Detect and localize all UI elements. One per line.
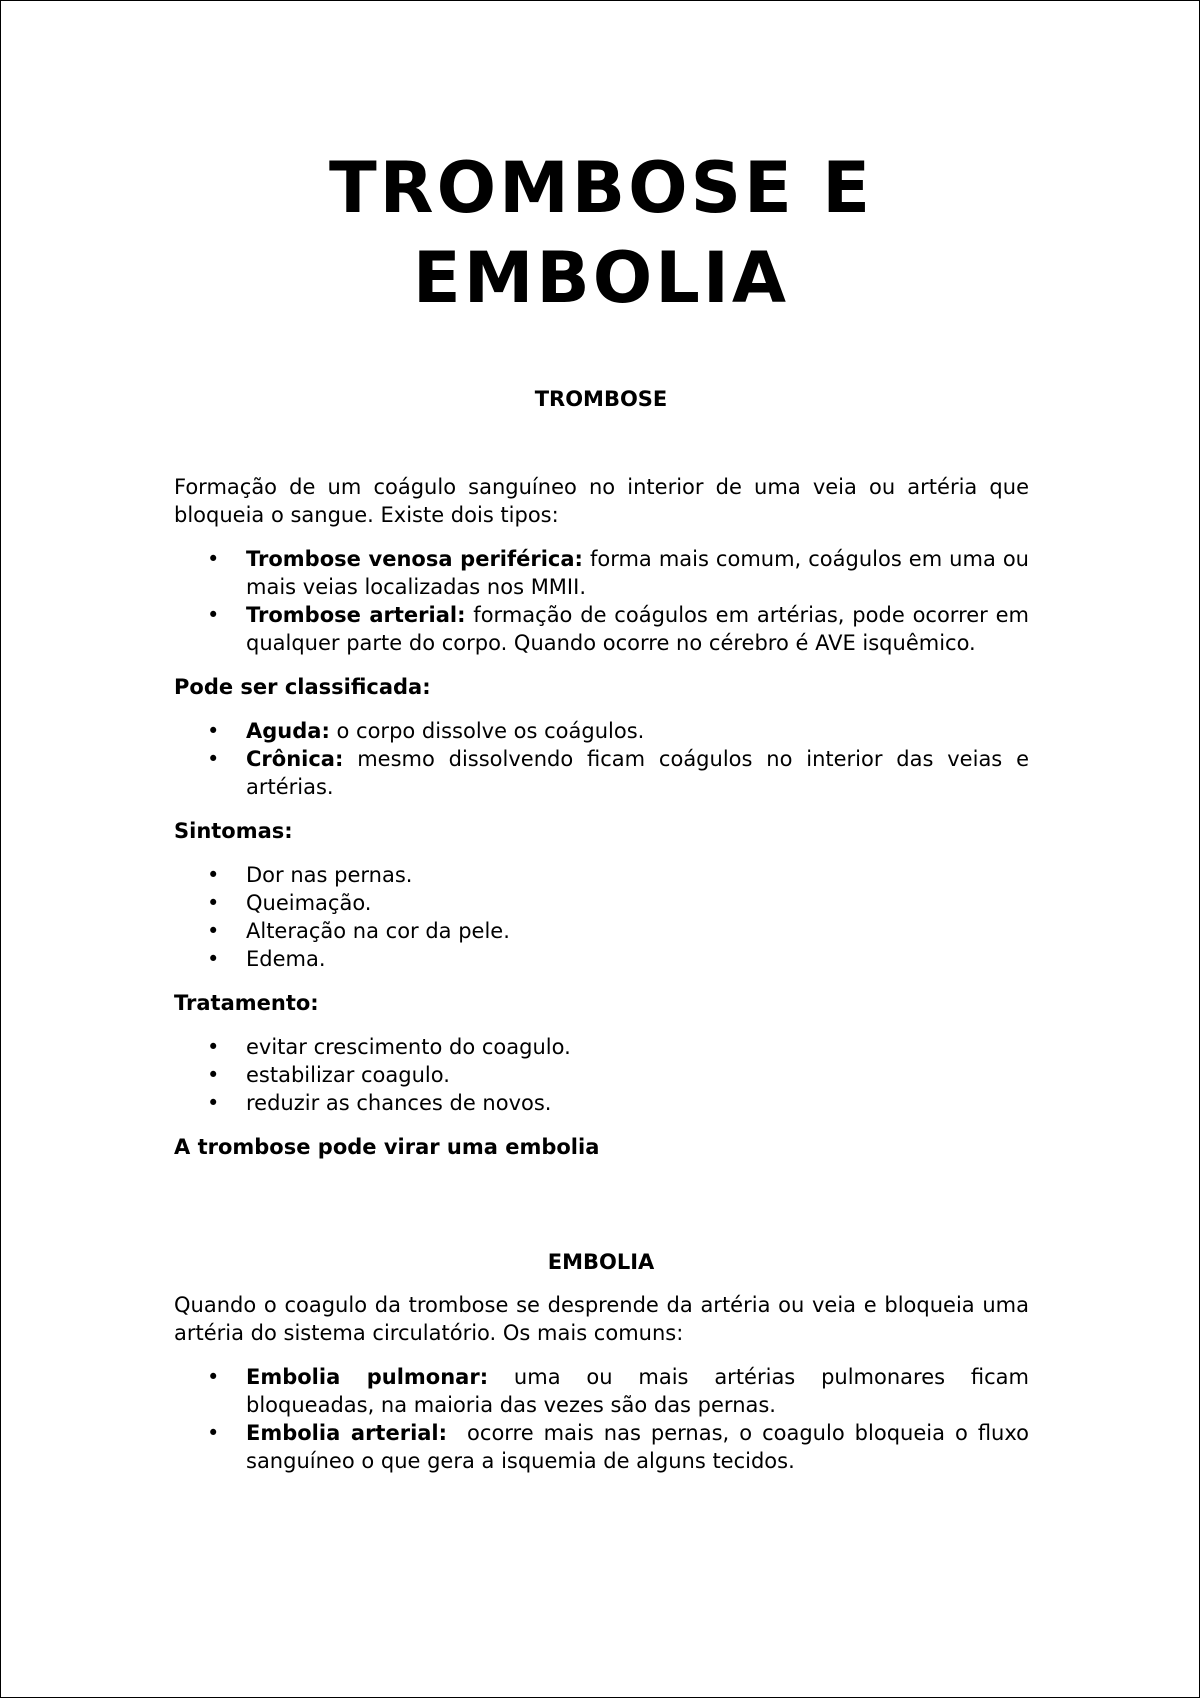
section-heading-trombose: TROMBOSE [534, 387, 668, 411]
bullet-icon: • [207, 1421, 220, 1445]
title-line-1: TROMBOSE E [328, 147, 874, 229]
definition: mesmo dissolvendo ficam coágulos no interior das veias e artérias. [246, 747, 1029, 799]
document-title [1, 143, 1200, 323]
term: Embolia pulmonar: [246, 1365, 489, 1389]
bullet-icon: • [207, 1091, 220, 1115]
treatment-heading: Tratamento: [174, 991, 319, 1015]
term: Embolia arterial: [246, 1421, 448, 1445]
symptom-text: Dor nas pernas. [246, 863, 413, 887]
trombose-section [174, 473, 1029, 1161]
classification-heading: Pode ser classificada: [174, 675, 431, 699]
list-item [174, 1089, 1029, 1117]
list-item [174, 601, 1029, 657]
symptoms-heading: Sintomas: [174, 819, 293, 843]
list-item [174, 1061, 1029, 1089]
bullet-icon: • [207, 719, 220, 743]
definition: formação de coágulos em artérias, pode ocorrer em qualquer parte do corpo. Quando ocorre no cérebro é AVE isquêmico. [246, 603, 1030, 655]
list-item [174, 1363, 1029, 1419]
embolia-intro: Quando o coagulo da trombose se desprende da artéria ou veia e bloqueia uma artéria do sistema circulatório. Os mais comuns: [174, 1293, 1029, 1345]
trombose-types-list [174, 545, 1029, 657]
definition: ocorre mais nas pernas, o coagulo bloqueia o fluxo sanguíneo o que gera a isquemia de alguns tecidos. [246, 1421, 1036, 1473]
term: Aguda: [246, 719, 330, 743]
term: Crônica: [246, 747, 344, 771]
bullet-icon: • [207, 603, 220, 627]
embolia-section [174, 1291, 1036, 1475]
bullet-icon: • [207, 1063, 220, 1087]
bullet-icon: • [207, 947, 220, 971]
definition: o corpo dissolve os coágulos. [329, 719, 645, 743]
bullet-icon: • [207, 747, 220, 771]
list-item [174, 917, 1029, 945]
bullet-icon: • [207, 1365, 220, 1389]
list-item [174, 1419, 1036, 1475]
term: Trombose venosa periférica: [246, 547, 583, 571]
treatment-text: evitar crescimento do coagulo. [246, 1035, 571, 1059]
bullet-icon: • [207, 919, 220, 943]
trombose-intro: Formação de um coágulo sanguíneo no interior de uma veia ou artéria que bloqueia o sangue. Existe dois tipos: [174, 475, 1029, 527]
list-item [174, 717, 1029, 745]
list-item [174, 745, 1029, 801]
bullet-icon: • [207, 1035, 220, 1059]
list-item [174, 861, 1029, 889]
list-item [174, 545, 1029, 601]
list-item [174, 889, 1029, 917]
treatment-text: estabilizar coagulo. [246, 1063, 450, 1087]
symptom-text: Alteração na cor da pele. [246, 919, 510, 943]
symptoms-list [174, 861, 1029, 973]
bullet-icon: • [207, 547, 220, 571]
embolia-types-list [174, 1363, 1036, 1475]
trombose-conclusion: A trombose pode virar uma embolia [174, 1135, 600, 1159]
bullet-icon: • [207, 891, 220, 915]
list-item [174, 945, 1029, 973]
term: Trombose arterial: [246, 603, 466, 627]
treatment-list [174, 1033, 1029, 1117]
classification-list [174, 717, 1029, 801]
title-line-2: EMBOLIA [412, 237, 790, 319]
symptom-text: Edema. [246, 947, 326, 971]
treatment-text: reduzir as chances de novos. [246, 1091, 552, 1115]
list-item [174, 1033, 1029, 1061]
bullet-icon: • [207, 863, 220, 887]
symptom-text: Queimação. [246, 891, 372, 915]
definition: forma mais comum, coágulos em uma ou mais veias localizadas nos MMII. [246, 547, 1029, 599]
section-heading-embolia: EMBOLIA [547, 1250, 655, 1274]
definition: uma ou mais artérias pulmonares ficam bloqueadas, na maioria das vezes são das pernas. [246, 1365, 1029, 1417]
